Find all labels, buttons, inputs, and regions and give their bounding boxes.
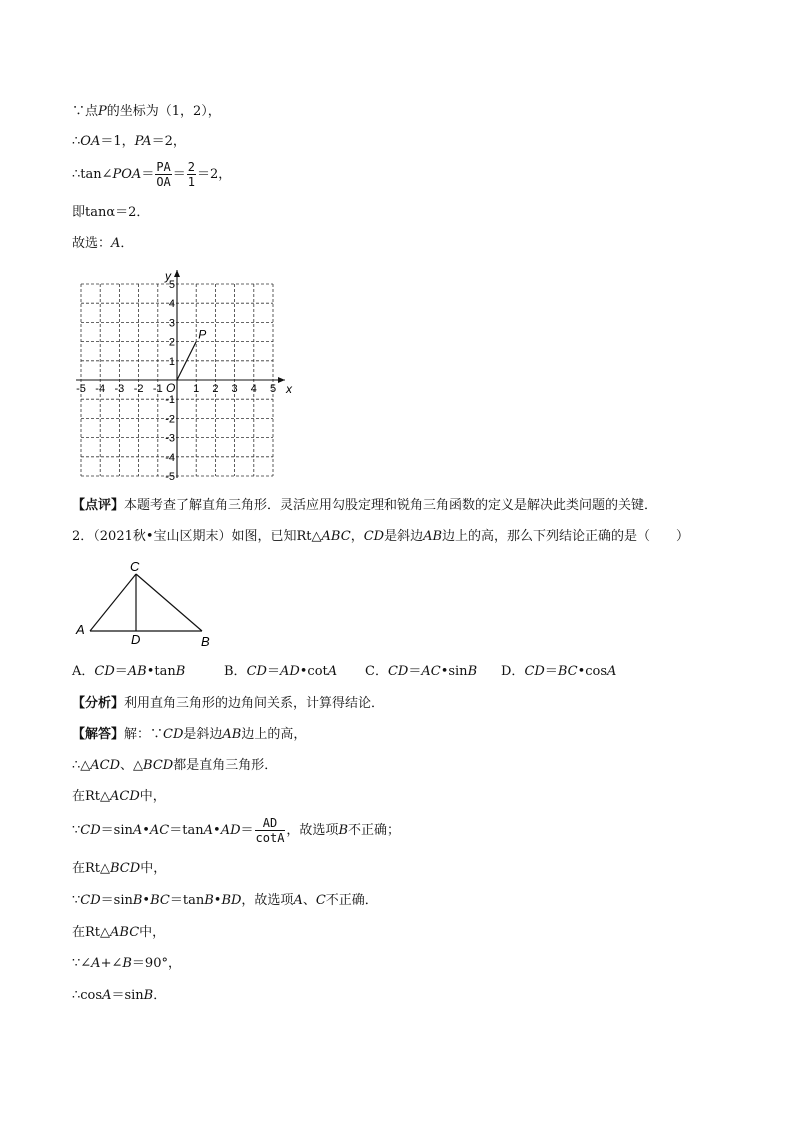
x-tick-label: 3 <box>231 383 238 395</box>
x-tick-label: 4 <box>250 383 257 395</box>
var: A <box>132 823 143 838</box>
text: •cot <box>299 664 328 679</box>
text: ∴tan∠ <box>72 167 113 182</box>
side-ac <box>90 574 136 631</box>
var: CD <box>363 529 385 544</box>
text: • <box>213 893 222 908</box>
var: BC <box>150 893 170 908</box>
text: ＝ <box>408 664 422 679</box>
text: 边上的高， <box>241 727 307 742</box>
var: A <box>102 988 112 1003</box>
var: CD <box>80 893 101 908</box>
analysis-paragraph <box>72 696 384 712</box>
var: C <box>315 893 326 908</box>
var: A <box>293 893 303 908</box>
text: 是斜边 <box>384 529 424 544</box>
option-d[interactable] <box>501 664 616 680</box>
therefore-symbol: ∴ <box>72 134 81 149</box>
text: 都是直角三角形． <box>173 758 278 773</box>
var: BCD <box>143 758 174 773</box>
option-c[interactable] <box>365 664 501 680</box>
fraction-2-1 <box>187 160 196 189</box>
var: CD <box>94 664 115 679</box>
option-label: A． <box>72 664 95 679</box>
y-axis-arrow <box>174 270 180 277</box>
var: A <box>327 664 338 679</box>
foot-d-label: D <box>131 632 141 647</box>
fraction-ad-cota <box>255 816 286 845</box>
var: A <box>203 823 214 838</box>
var: BCD <box>110 861 141 876</box>
var: AC <box>149 823 170 838</box>
var-poa: POA <box>112 167 142 182</box>
solution-line-9 <box>72 988 166 1004</box>
var: B <box>204 893 214 908</box>
y-axis-label: y <box>165 269 171 283</box>
y-tick-label: -3 <box>165 432 175 445</box>
vertex-b-label: B <box>201 634 210 648</box>
coordinate-statement <box>72 104 221 120</box>
text: 不正确． <box>325 893 378 908</box>
x-tick-label: -5 <box>76 383 86 395</box>
vertex-a-label: A <box>76 622 85 637</box>
var: B <box>467 664 478 679</box>
text: 2．（2021秋•宝山区期末）如图，已知Rt△ <box>72 529 322 544</box>
answer-letter: A <box>111 236 121 251</box>
text: ＝ <box>114 664 128 679</box>
solution-line-2 <box>72 758 277 774</box>
question-2 <box>72 529 689 545</box>
text: ． <box>153 988 167 1003</box>
var-oa: OA <box>80 134 101 149</box>
fraction-pa-oa <box>155 160 171 189</box>
text: ＝2， <box>197 167 232 182</box>
denominator: OA <box>156 175 171 189</box>
var: A <box>607 664 617 679</box>
x-axis-label: x <box>286 382 292 396</box>
var: ABC <box>110 925 140 940</box>
var: B <box>175 664 186 679</box>
text: • <box>142 823 150 838</box>
solution-line-5 <box>72 861 166 877</box>
origin-label: O <box>166 381 176 395</box>
text: ∴cos <box>72 988 103 1003</box>
numerator: 2 <box>187 160 196 174</box>
solution-tag: 【解答】 <box>72 727 125 742</box>
solution-line-8 <box>72 956 181 972</box>
text: 中， <box>140 861 167 876</box>
vertex-c-label: C <box>130 559 140 574</box>
var: CD <box>387 664 409 679</box>
text: 、 <box>302 893 316 908</box>
text: ＝1， <box>100 134 135 149</box>
var: AB <box>222 727 242 742</box>
text: ＝tan <box>169 823 204 838</box>
text: ＝sin <box>100 823 133 838</box>
x-tick-label: 2 <box>212 383 219 395</box>
var: AB <box>423 529 443 544</box>
text: 在Rt△ <box>72 925 111 940</box>
text: 的坐标为（1，2）， <box>106 104 221 119</box>
text: ＝ <box>266 664 280 679</box>
denominator: 1 <box>187 175 196 189</box>
var: AC <box>421 664 441 679</box>
var-p: P <box>98 104 107 119</box>
y-tick-label: 1 <box>168 355 175 368</box>
text: +∠ <box>100 956 123 971</box>
text: ＝90°， <box>131 956 181 971</box>
text: ，故选项 <box>241 893 294 908</box>
length-statement <box>72 134 186 150</box>
text: ＝ <box>141 167 155 182</box>
y-tick-label: 4 <box>168 298 175 311</box>
var: ACD <box>110 789 140 804</box>
x-tick-label: -4 <box>95 383 106 395</box>
text: 、△ <box>120 758 144 773</box>
y-tick-label: 2 <box>168 336 175 349</box>
text: 故选： <box>72 236 112 251</box>
tan-equation <box>72 160 231 190</box>
text: 中， <box>139 789 166 804</box>
x-tick-label: 1 <box>193 383 200 395</box>
text: 解：∵ <box>124 727 164 742</box>
text: 是斜边 <box>183 727 223 742</box>
point-p-label: P <box>198 327 207 342</box>
var: B <box>122 956 132 971</box>
triangle-figure <box>70 558 220 648</box>
option-label: D． <box>501 664 525 679</box>
var: CD <box>524 664 545 679</box>
numerator: PA <box>156 160 171 174</box>
solution-line-3 <box>72 789 166 805</box>
text: ＝tan <box>169 893 205 908</box>
text: ∵∠ <box>72 956 92 971</box>
text: ＝ <box>544 664 558 679</box>
var: B <box>132 893 143 908</box>
text: •sin <box>440 664 468 679</box>
text: • <box>213 823 221 838</box>
side-bc <box>136 574 202 631</box>
comment-paragraph <box>72 498 657 514</box>
var: CD <box>163 727 184 742</box>
var: CD <box>246 664 267 679</box>
var: CD <box>80 823 101 838</box>
var: B <box>338 823 348 838</box>
var: AD <box>279 664 300 679</box>
text: ， <box>350 529 364 544</box>
text: 在Rt△ <box>72 789 111 804</box>
y-tick-label: -1 <box>165 394 175 407</box>
y-tick-label: -5 <box>165 471 175 483</box>
solution-line-1 <box>72 727 306 743</box>
tan-alpha-result: 即tanα＝2． <box>72 205 150 220</box>
text: • <box>142 893 151 908</box>
text: •cos <box>577 664 608 679</box>
x-tick-label: -1 <box>152 383 163 395</box>
option-b[interactable] <box>224 664 365 680</box>
var: A <box>91 956 101 971</box>
text: •tan <box>146 664 176 679</box>
var: AD <box>220 823 241 838</box>
var: ABC <box>321 529 351 544</box>
option-a[interactable] <box>72 664 224 680</box>
y-tick-label: -4 <box>165 451 175 464</box>
text: 在Rt△ <box>72 861 111 876</box>
numerator: AD <box>255 816 286 831</box>
denominator: cotA <box>255 831 285 845</box>
var: B <box>143 988 154 1003</box>
coordinate-grid <box>66 258 296 483</box>
y-tick-label: 5 <box>168 279 175 291</box>
text: 边上的高，那么下列结论正确的是（ ） <box>442 529 690 544</box>
text: ＝ <box>240 823 254 838</box>
text: ＝sin <box>111 988 144 1003</box>
x-tick-label: -2 <box>133 383 144 395</box>
solution-line-6 <box>72 893 378 909</box>
options-row <box>72 664 616 680</box>
text: 中， <box>139 925 166 940</box>
text: ，故选项 <box>286 823 339 838</box>
text: ＝2， <box>151 134 186 149</box>
comment-tag: 【点评】 <box>72 498 125 513</box>
text: ∴△ <box>72 758 91 773</box>
x-tick-label: 5 <box>269 383 277 395</box>
analysis-text: 利用直角三角形的边角间关系，计算得结论． <box>124 696 385 711</box>
option-label: C． <box>365 664 388 679</box>
text: ∵点 <box>72 104 99 119</box>
y-tick-label: -2 <box>165 413 175 426</box>
solution-line-7 <box>72 925 165 941</box>
text: ∵ <box>72 823 81 838</box>
var: AB <box>127 664 147 679</box>
var: BC <box>557 664 578 679</box>
text: ． <box>120 236 134 251</box>
analysis-tag: 【分析】 <box>72 696 125 711</box>
x-axis-arrow <box>278 377 285 383</box>
text: ＝sin <box>100 893 133 908</box>
solution-line-4 <box>72 814 400 848</box>
text: ＝ <box>172 167 186 182</box>
text: 不正确； <box>348 823 401 838</box>
x-tick-label: -3 <box>114 383 125 395</box>
var: BD <box>221 893 242 908</box>
var-pa: PA <box>134 134 152 149</box>
comment-text: 本题考查了解直角三角形．灵活应用勾股定理和锐角三角函数的定义是解决此类问题的关键． <box>124 498 658 513</box>
var: ACD <box>90 758 121 773</box>
answer-line <box>72 236 133 252</box>
option-label: B． <box>224 664 247 679</box>
y-tick-label: 3 <box>168 317 175 330</box>
text: ∵ <box>72 893 81 908</box>
